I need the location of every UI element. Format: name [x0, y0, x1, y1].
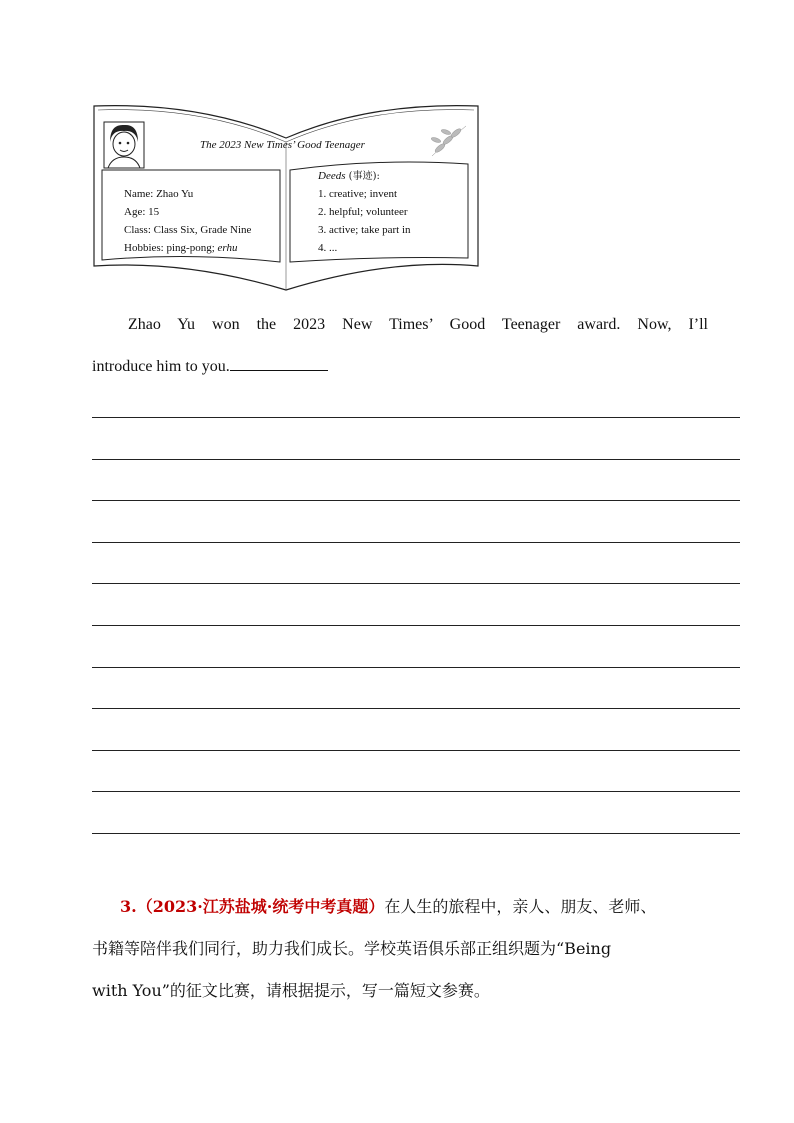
question-3 — [92, 886, 740, 1012]
writing-line[interactable] — [92, 500, 740, 501]
deed-item: 4. ... — [318, 242, 338, 254]
q3-line-2: 书籍等陪伴我们同行，助力我们成长。学校英语俱乐部正组织题为“Being — [92, 939, 612, 958]
profile-name: Name: Zhao Yu — [124, 188, 194, 200]
writing-line[interactable] — [92, 791, 740, 792]
writing-line[interactable] — [92, 583, 740, 584]
q3-line-1 — [92, 886, 740, 928]
profile-hobbies: Hobbies: ping-pong; erhu — [124, 242, 238, 254]
card-title: The 2023 New Times’ Good Teenager — [200, 139, 365, 151]
deed-item: 3. active; take part in — [318, 224, 411, 236]
q3-line-1-text: 在人生的旅程中，亲人、朋友、老师、 — [384, 897, 657, 916]
writing-line[interactable] — [92, 750, 740, 751]
answer-blank[interactable] — [230, 352, 328, 371]
deed-item: 2. helpful; volunteer — [318, 206, 408, 218]
book-outline-inner — [98, 110, 474, 142]
deed-item: 1. creative; invent — [318, 188, 398, 200]
leaf-decoration-icon — [431, 126, 466, 156]
writing-line[interactable] — [92, 542, 740, 543]
q3-line-3: with You”的征文比赛，请根据提示，写一篇短文参赛。 — [92, 981, 490, 1000]
writing-line[interactable] — [92, 833, 740, 834]
prompt-line-2-text: introduce him to you. — [92, 358, 230, 375]
q3-heading: 3.（2023·江苏盐城·统考中考真题） — [120, 897, 385, 916]
boy-portrait-icon — [104, 122, 144, 168]
writing-line[interactable] — [92, 417, 740, 418]
writing-line[interactable] — [92, 708, 740, 709]
writing-line[interactable] — [92, 625, 740, 626]
writing-line[interactable] — [92, 667, 740, 668]
profile-class: Class: Class Six, Grade Nine — [124, 224, 252, 236]
book-illustration — [90, 100, 482, 298]
prompt-line-2 — [92, 346, 708, 388]
profile-age: Age: 15 — [124, 206, 160, 218]
writing-line[interactable] — [92, 459, 740, 460]
deeds-heading: Deeds (事迹): — [318, 170, 380, 182]
prompt-line-1: Zhao Yu won the 2023 New Times’ Good Teenager award. Now, I’ll — [128, 316, 708, 333]
